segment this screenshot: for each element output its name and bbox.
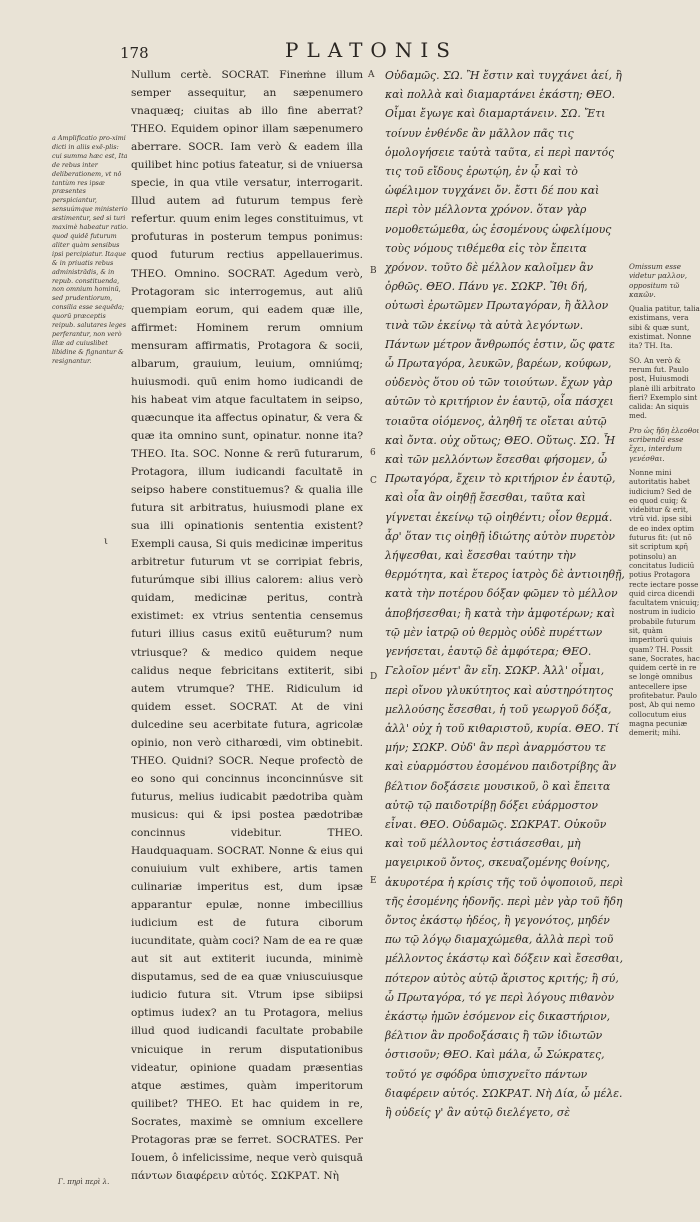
margin-note-qualia: Qualia patitur, talia existimans, vera sibi & quæ sunt, existimat. Nonne ita? TH. Ita. xyxy=(629,304,700,351)
left-margin-notes xyxy=(52,134,129,1186)
section-marker-e: E xyxy=(370,876,377,886)
section-marker-six: 6 xyxy=(370,448,376,458)
greek-text: Οὐδαμῶς. ΣΩ. Ἢ ἔστιν καὶ τυγχάνει ἀεί, ἢ καὶ πολλὰ καὶ διαμαρτάνει ἑκάστη; ΘΕΟ. Οἶμαι ἔγωγε καὶ διαμαρτάνειν. ΣΩ. Ἔτι τοίνυν ἐνθένδε ἂν μᾶλλον πᾶς τις ὁμολογήσειε ταὐτὰ ταῦτα, εἰ περὶ παντός τις τοῦ εἴδους ἐρωτῴη, ἐν ᾧ καὶ τὸ ὠφέλιμον τυγχάνει ὄν. ἔστι δέ που καὶ περὶ τὸν μέλλοντα χρόνον. ὅταν γὰρ νομοθετώμεθα, ὡς ἐσομένους ὠφελίμους τοὺς νόμους τιθέμεθα εἰς τὸν ἔπειτα χρόνον. τοῦτο δὲ μέλλον καλοῖμεν ἂν ὀρθῶς. ΘΕΟ. Πάνυ γε. ΣΩΚΡ. Ἴθι δή, οὑτωσὶ ἐρωτῶμεν Πρωταγόραν, ἢ ἄλλον τινὰ τῶν ἐκείνῳ τὰ αὐτὰ λεγόντων. Πάντων μέτρον ἄνθρωπός ἐστιν, ὥς φατε ὦ Πρωταγόρα, λευκῶν, βαρέων, κούφων, οὐδενὸς ὅτου οὐ τῶν τοιούτων. ἔχων γὰρ αὐτῶν τὸ κριτήριον ἐν ἑαυτῷ, οἷα πάσχει τοιαῦτα οἰόμενος, ἀληθῆ τε οἴεται αὐτῷ καὶ ὄντα. οὐχ οὕτως; ΘΕΟ. Οὕτως. ΣΩ. Ἦ καὶ τῶν μελλόντων ἔσεσθαι φήσομεν, ὦ Πρωταγόρα, ἔχειν τὸ κριτήριον ἐν ἑαυτῷ, καὶ οἷα ἂν οἰηθῇ ἔσεσθαι, ταῦτα καὶ γίγνεται ἐκείνῳ τῷ οἰηθέντι; οἷον θερμά. ἆρ' ὅταν τις οἰηθῇ ἰδιώτης αὐτὸν πυρετὸν λήψεσθαι, καὶ ἔσεσθαι ταύτην τὴν θερμότητα, καὶ ἕτερος ἰατρὸς δὲ ἀντιοιηθῇ, κατὰ τὴν ποτέρου δόξαν φῶμεν τὸ μέλλον ἀποβήσεσθαι; ἢ κατὰ τὴν ἀμφοτέρων; καὶ τῷ μὲν ἰατρῷ οὐ θερμὸς οὐδὲ πυρέττων γενήσεται, ἑαυτῷ δὲ ἀμφότερα; ΘΕΟ. Γελοῖον μέντ' ἂν εἴη. ΣΩΚΡ. Ἀλλ' οἶμαι, περὶ οἴνου γλυκύτητος καὶ αὐστηρότητος μελλούσης ἔσεσθαι, ἡ τοῦ γεωργοῦ δόξα, ἀλλ' οὐχ ἡ τοῦ κιθαριστοῦ, κυρία. ΘΕΟ. Τί μήν; ΣΩΚΡ. Οὐδ' ἂν περὶ ἀναρμόστου τε καὶ εὐαρμόστου ἐσομένου παιδοτρίβης ἂν βέλτιον δοξάσειε μουσικοῦ, ὃ καὶ ἔπειτα αὐτῷ τῷ παιδοτρίβῃ δόξει εὐάρμοστον εἶναι. ΘΕΟ. Οὐδαμῶς. ΣΩΚΡΑΤ. Οὐκοῦν καὶ τοῦ μέλλοντος ἑστιάσεσθαι, μὴ μαγειρικοῦ ὄντος, σκευαζομένης θοίνης, ἀκυροτέρα ἡ κρίσις τῆς τοῦ ὀψοποιοῦ, περὶ τῆς ἐσομένης ἡδονῆς. περὶ μὲν γὰρ τοῦ ἤδη ὄντος ἑκάστῳ ἡδέος, ἢ γεγονότος, μηδέν πω τῷ λόγῳ διαμαχώμεθα, ἀλλὰ περὶ τοῦ μέλλοντος ἑκάστῳ καὶ δόξειν καὶ ἔσεσθαι, πότερον αὐτὸς αὑτῷ ἄριστος κριτής; ἢ σύ, ὦ Πρωταγόρα, τό γε περὶ λόγους πιθανὸν ἑκάστῳ ἡμῶν ἐσόμενον εἰς δικαστήριον, βέλτιον ἂν προδοξάσαις ἢ τῶν ἰδιωτῶν ὁστισοῦν; ΘΕΟ. Καὶ μάλα, ὦ Σώκρατες, τοῦτό γε σφόδρα ὑπισχνεῖτο πάντων διαφέρειν αὐτός. ΣΩΚΡΑΤ. Νὴ Δία, ὦ μέλε. ἢ οὐδείς γ' ἂν αὐτῷ διελέγετο, σὲ xyxy=(385,69,625,1119)
section-marker-d: D xyxy=(370,672,378,682)
margin-note-variant: Γ. πηρὶ περὶ λ. xyxy=(58,1178,110,1186)
margin-note-emendation: Pro ὡς ἤδη ἐλεοθοι scribendū esse ἔχει, interdum γενέσθαι. xyxy=(629,425,700,463)
section-marker-b: B xyxy=(370,266,377,276)
section-marker-a: A xyxy=(368,70,375,80)
latin-column xyxy=(131,66,363,1185)
margin-note-futurarum: SO. An verò & rerum fut. Paulo post, Huiusmodi planè illi arbitrato fieri? Exemplo sint calida: An siquis med. xyxy=(629,355,698,421)
margin-note-nonne: Nonne mini autoritatis habet iudicium? Sed de eo quod cuiq; & videbitur & erit, vtrū vid. ipse sibi de eo index optim futurus fit: (ut nō sit scriptum κρῆ potinsolu) an concitatus Iudiciū potius Protagora recte iectare posse quid circa dicendi facultatem vnicuiq; nostrum in iudicio probabile futurum sit, quàm imperitorū quiuis quam? TH. Possit sane, Socrates, hac quidem certè in re se longè omnibus antecellere ipse profitebatur. Paulo post, Ab qui nemo collocutum eius magna pecuniæ demerit; mihi. xyxy=(629,467,700,738)
section-marker-c: C xyxy=(370,476,377,486)
right-margin-notes xyxy=(629,262,700,743)
greek-column xyxy=(385,66,625,1122)
page-number: 178 xyxy=(120,44,149,62)
margin-note-a: a Amplificatio pro-ximi dicti in aliis exē-plis: cui summa hæc est, Ita de rebus inter deliberationem, vt nō tantùm res ipsæ præsentes perspiciantur, sensuúmque ministerio æstimentur, sed si turi maximè habeatur ratio. quod quidē futurum aliter quàm sensibus ipsi percipiatur. Itaque & in priuatis rebus administrādis, & in repub. constituenda, non omnium hominū, sed prudentiorum, consilia esse sequēda; quorū præceptis reipub. salutares leges perferantur, non verò illæ ad cuiuslibet libidine & fignantur & resignantur. xyxy=(52,134,129,365)
latin-text: Nullum certè. SOCRAT. Fineṁne illum semper assequitur, an sæpenumero vnaquæq; ciuitas ab illo fine aberrat? THEO. Equidem opinor illam sæpenumero aberrare. SOCR. Iam verò & eadem illa quilibet hinc potius fateatur, si de vniuersa specie, in qua vtile versatur, interrogarit. Illud autem ad futurum tempus ferè refertur. quum enim leges constituimus, vt profuturas in posterum tempus ponimus: quod futurum rectius appellauerimus. THEO. Omnino. SOCRAT. Agedum verò, Protagoram sic interrogemus, aut aliū quempiam eorum, qui eadem quæ ille, affirmet: Hominem rerum omnium mensuram affirmatis, Protagora & socii, albarum, grauium, leuium, omniúmq; huiusmodi. quū enim homo iudicandi de his habeat vim atque facultatem in seipso, quæcunque ita affectus opinatur, & vera & quæ ita omnino sunt, opinatur. nonne ita? THEO. Ita. SOC. Nonne & rerū futurarum, Protagora, illum iudicandi facultatē in seipso habere constituemus? & qualia ille futura sit arbitratus, huiusmodi plane ex sua illi opinationis sententia existent? Exempli causa, Si quis medicinæ imperitus arbitretur futurum vt se corripiat febris, futurúmque sibi illius calorem: alius verò quidam, medicinæ peritus, contrà existimet: ex vtrius sententia censemus futuri illius casus exitū euēturum? num vtriusque? & medico quidem neque calidus neque febricitans extiterit, sibi autem vtrumque? THE. Ridiculum id quidem esset. SOCRAT. At de vini dulcedine seu acerbitate futura, agricolæ opinio, non verò citharœdi, vim obtinebit. THEO. Quidni? SOCR. Neque profectò de eo sono qui concinnus inconcinnúsve sit futurus, melius iudicabit pædotriba quàm musicus: qui & ipsi postea pædotribæ concinnus videbitur. THEO. Haudquaquam. SOCRAT. Nonne & eius qui conuiuium vult exhibere, artis tamen culinariæ imperitus est, dum ipsæ apparantur epulæ, nonne imbecillius iudicium est de futura ciborum iucunditate, quàm coci? Nam de ea re quæ aut sit aut extiterit iucunda, minimè disputamus, sed de ea quæ vniuscuiusque iudicio futura sit. Vtrum ipse sibiipsi optimus iudex? an tu Protagora, melius illud quod iudicandi facultate probabile vnicuique in rerum disputationibus videatur, opinione quadam præsentias atque æstimes, quàm imperitorum quilibet? THEO. Et hac quidem in re, Socrates, maximè se omnium excellere Protagoras præ se ferret. SOCRATES. Per Iouem, ô infelicissime, neque verò quisquā πάντων διαφέρειν αὐτός. ΣΩΚΡΑΤ. Νὴ xyxy=(131,69,363,1182)
margin-dagger: ι xyxy=(104,536,108,547)
page-header xyxy=(0,38,700,68)
running-head: PLATONIS xyxy=(285,38,458,62)
margin-note-omissum: Omissum esse videtur μαλλον, oppositum τῶ κακῶν. xyxy=(629,262,688,299)
